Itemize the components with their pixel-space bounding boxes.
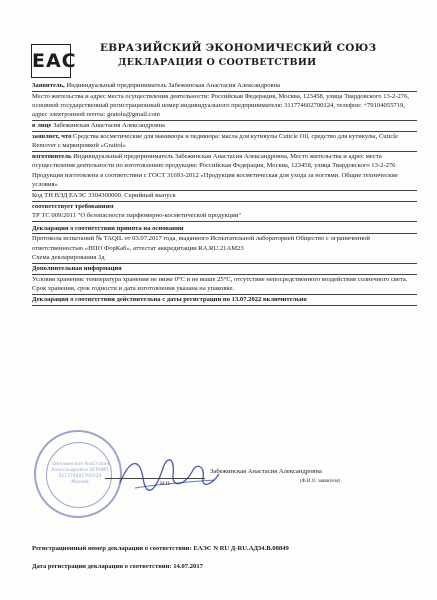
basis-scheme: Схема декларирования 3д [32,254,105,262]
additional-label: Дополнительная информация [32,264,122,272]
stamp-text: Забежинская Анастасия Александровна ОГРНИП 311774602700124 Москва [51,462,109,485]
validity-text: Декларация о соответствии действительна с даты регистрации по 13.07.2022 включительно [32,295,307,303]
union-heading: ЕВРАЗИЙСКИЙ ЭКОНОМИЧЕСКИЙ СОЮЗ [100,42,377,54]
declares-label: заявляет, что [32,132,72,140]
in-person-label: в лице [32,122,52,130]
basis-label: Декларация о соответствии принята на основании [32,224,184,232]
signature-line [105,478,205,479]
applicant-label: Заявитель, [32,82,65,89]
registration-number: ЕАЭС N RU Д-RU.АД34.В.08849 [193,545,289,552]
standard-text: Продукция изготовлена в соответствии с ГОСТ 31693-2012 «Продукция косметическая для ухода за ногтями. Общие технические условия» [32,171,398,188]
document-body [32,81,417,306]
eac-logo: EAC [31,44,71,78]
declares-line [32,132,417,151]
additional-value: Условия хранения: температура хранения не ниже 0°С и не выше 25°С, отсутствие непосредственного воздействия солнечного света. Срок хранения, срок годности и дата изготовления указана на упаковке. [32,275,408,292]
signatory-name: Забежинская Анастасия Александровна [210,468,322,475]
in-person-line [32,121,417,130]
manufacturer-label: изготовитель [32,153,72,161]
requirements-label: соответствует требованиям [32,202,114,210]
divider [32,305,417,306]
in-person-name: Забежинская Анастасия Александровна [53,122,165,130]
product-description: Средства косметические для маникюра и педикюра: масла для кутикулы Cuticle Oil, средство для кутикулы, Cuticle Remover с маркировкой «Grattol» [32,132,398,150]
handwritten-signature [115,448,225,498]
document-title: ДЕКЛАРАЦИЯ О СООТВЕТСТВИИ [118,57,317,68]
registration-number-line [32,545,422,552]
manufacturer-line [32,152,417,189]
signatory-caption: (Ф.И.О. заявителя) [300,479,341,484]
requirements-value: ТР ТС 009/2011 "О безопасности парфюмерно-косметической продукции" [32,211,242,219]
registration-date-label: Дата регистрации декларации о соответствии: [32,563,172,570]
registration-date-line [32,563,422,570]
applicant-line [32,81,417,90]
basis-protocol: Протокола испытаний № TAQIL от 03.07.2017 года, выданного Испытательной лабораторией Общество с ограниченной ответственностью «НПО ФорКаб», аттестат аккредитации RA.RU.21AM23 [32,235,370,252]
manufacturer-text: Индивидуальный предприниматель Забежинская Анастасия Александровна, Место жительства и адрес места осуществления деятельности по изготовлению продукции: Российская Федерация, Москва, 123458, улица Твардовского 13-2-276 [32,153,396,170]
registration-date: 14.07.2017 [173,563,203,570]
seal-place-label: М.П. [160,482,171,487]
registration-number-label: Регистрационный номер декларации о соответствии: [32,545,192,552]
applicant-address: Место жительства и адрес места осуществления деятельности: Российская Федерация, Москва, 123458, улица Твардовского 13-2-276, основной государственный регистрационный номер индивидуального предпринимателя: 311774602700124, телефон: +79104055719, адрес электронной почты: gratolu@gmail.com [32,92,410,119]
seal-stamp [34,430,122,518]
code-line: Код ТН ВЭД ЕАЭС 3304300000. Серийный выпуск [32,191,176,199]
applicant-name: Индивидуальный предприниматель Забежинская Анастасия Александровна [66,82,281,89]
